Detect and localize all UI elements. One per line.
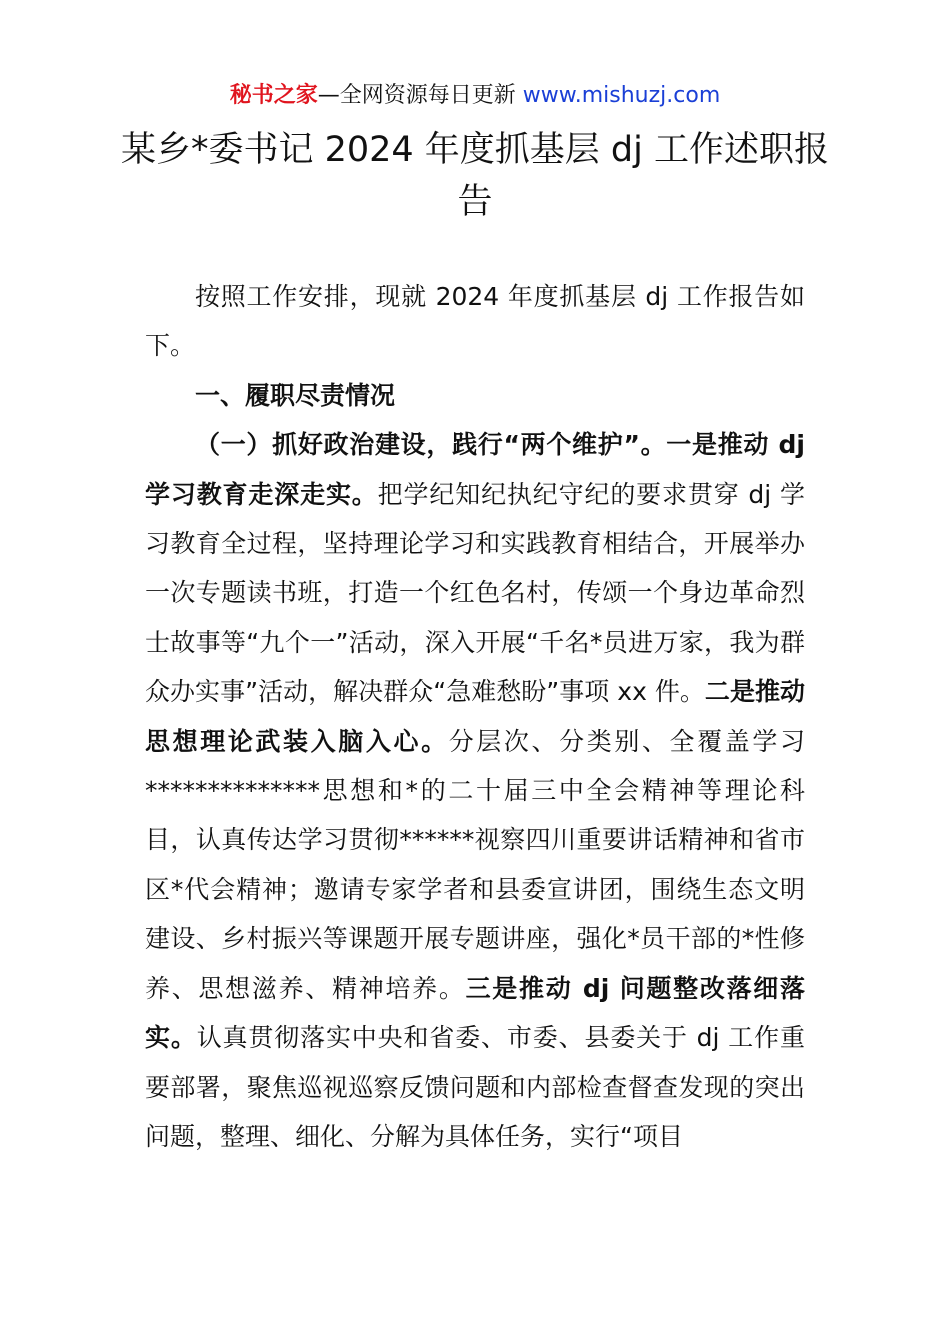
document-title: 某乡*委书记 2024 年度抓基层 dj 工作述职报告: [120, 130, 830, 222]
subsection-heading: （一）抓好政治建设，践行“两个维护”。: [195, 430, 667, 460]
point-title: 二是推动思想理论武装入脑入心。: [145, 677, 805, 756]
point-title: 一是推动 dj 学习教育走深走实。: [145, 430, 805, 509]
point-body: 认真贯彻落实中央和省委、市委、县委关于 dj 工作重要部署，聚焦巡视巡察反馈问题和内部检查督查发现的突出问题，整理、细化、分解为具体任务，实行“项目: [145, 1023, 805, 1151]
site-tagline: —全网资源每日更新: [317, 83, 516, 108]
point-body: 把学纪知纪执纪守纪的要求贯穿 dj 学习教育全过程，坚持理论学习和实践教育相结合，开展举办一次专题读书班，打造一个红色名村，传颂一个身边革命烈士故事等“九个一”活动，深入开展“千名*员进万家，我为群众办实事”活动，解决群众“急难愁盼”事项 xx 件。: [145, 479, 805, 707]
site-header: [0, 80, 950, 112]
document-body: [145, 272, 805, 1161]
point-body: 分层次、分类别、全覆盖学习**************思想和*的二十届三中全会精神等理论科目，认真传达学习贯彻******视察四川重要讲话精神和省市区*代会精神；邀请专家学者和县委宣讲团，围绕生态文明建设、乡村振兴等课题开展专题讲座，强化*员干部的*性修养、思想滋养、精神培养。: [145, 726, 805, 1003]
point-title: 三是推动 dj 问题整改落细落实。: [145, 973, 805, 1053]
site-brand: 秘书之家: [229, 83, 318, 108]
site-url-link[interactable]: www.mishuzj.com: [522, 83, 721, 108]
intro-paragraph: 按照工作安排，现就 2024 年度抓基层 dj 工作报告如下。: [145, 282, 805, 361]
section-paragraph: [145, 420, 805, 1161]
section-heading: 一、履职尽责情况: [195, 380, 396, 410]
